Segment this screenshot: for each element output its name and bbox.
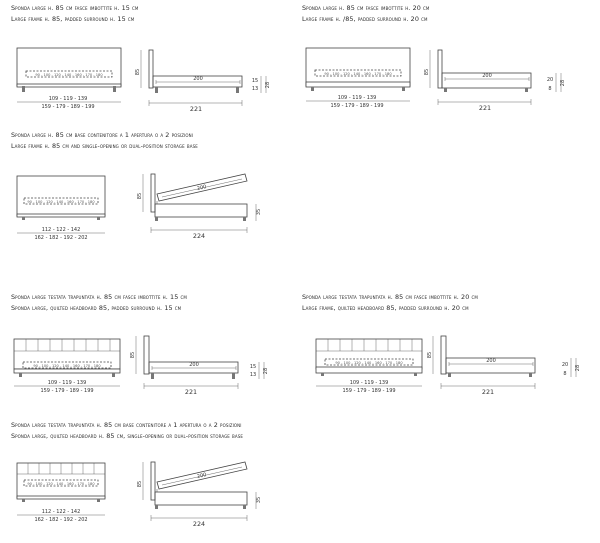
mattress-scale-4: 90 - 100 - 120 - 140 - 160 - 170 - 180 [33, 364, 101, 368]
front-view-2 [306, 48, 410, 109]
mattress-len-1: 200 [193, 76, 203, 82]
mattress-scale-6: 90 - 100 - 120 - 140 - 160 - 170 - 180 [27, 482, 95, 486]
leg-5: 8 [563, 371, 567, 377]
caption-6-en: Sponda large, quilted headboard h. 85 cm, single-opening or dual-position storage base [11, 432, 243, 440]
height-3: 85 [137, 192, 143, 200]
caption-3-it: Sponda large h. 85 cm base contenitore a 1 apertura o a 2 posizioni [11, 131, 194, 139]
mattress-len-4: 200 [189, 362, 199, 368]
length-1: 221 [189, 105, 203, 113]
mattress-scale-2: 90 - 100 - 120 - 140 - 160 - 170 - 180 [324, 72, 392, 76]
surround-2: 20 [546, 77, 554, 83]
total-1: 28 [265, 81, 271, 89]
caption-4-it: Sponda large testata trapuntata h. 85 cm fasce imbottite h. 15 cm [11, 293, 187, 301]
mattress-len-3: 200 [196, 184, 208, 193]
widths-c-6: 112 - 122 - 142 [41, 509, 81, 515]
widths-b-5: 159 - 179 - 189 - 199 [342, 388, 396, 394]
caption-1-it: Sponda large h. 85 cm fasce imbottite h. 15 cm [11, 4, 139, 12]
side-view-3 [137, 174, 262, 240]
mattress-len-6: 200 [196, 472, 208, 481]
widths-d-3: 162 - 182 - 192 - 202 [34, 235, 88, 241]
length-3: 224 [192, 232, 206, 240]
widths-d-6: 162 - 182 - 192 - 202 [34, 517, 88, 523]
caption-5-en: Large frame, quilted headboard 85, padded surround h. 20 cm [302, 304, 469, 312]
caption-4-en: Sponda large, quilted headboard 85, padded surround h. 15 cm [11, 304, 182, 312]
widths-a-2: 109 - 119 - 139 [337, 95, 377, 101]
caption-3-en: Large frame h. 85 cm and single-opening or dual-position storage base [11, 142, 198, 150]
surround-4: 15 [249, 364, 257, 370]
surround-1: 15 [251, 78, 259, 84]
base-6: 35 [256, 496, 262, 504]
front-view-4 [14, 339, 120, 394]
total-4: 28 [263, 367, 269, 375]
mattress-scale-1: 90 - 100 - 120 - 140 - 160 - 170 - 180 [35, 73, 103, 77]
front-view-3 [17, 176, 105, 241]
front-view-1 [17, 48, 121, 110]
widths-a-5: 109 - 119 - 139 [349, 380, 389, 386]
widths-b-1: 159 - 179 - 189 - 199 [41, 104, 95, 110]
widths-b-4: 159 - 179 - 189 - 199 [40, 388, 94, 394]
height-4: 85 [130, 351, 136, 359]
length-2: 221 [478, 104, 492, 112]
side-view-5 [427, 336, 581, 396]
side-view-2 [424, 50, 566, 112]
base-3: 35 [256, 208, 262, 216]
widths-b-2: 159 - 179 - 189 - 199 [330, 103, 384, 109]
height-5: 85 [427, 351, 433, 359]
leg-1: 13 [251, 86, 259, 92]
mattress-scale-3: 90 - 100 - 120 - 140 - 160 - 170 - 180 [27, 200, 95, 204]
front-view-5 [316, 339, 422, 394]
caption-2-en: Large frame h. /85, padded surround h. 20 cm [302, 15, 428, 23]
total-5: 28 [575, 364, 581, 372]
caption-2-it: Sponda large h. 85 cm fasce imbottite h. 20 cm [302, 4, 430, 12]
leg-2: 8 [548, 86, 552, 92]
side-view-1 [135, 50, 271, 113]
mattress-scale-5: 90 - 100 - 120 - 140 - 160 - 170 - 180 [335, 361, 403, 365]
widths-a-1: 109 - 119 - 139 [48, 96, 88, 102]
total-2: 28 [560, 79, 566, 87]
side-view-4 [130, 336, 269, 396]
leg-4: 13 [249, 372, 257, 378]
caption-1-en: Large frame h. 85, padded surround h. 15 cm [11, 15, 135, 23]
length-5: 221 [481, 388, 495, 396]
widths-c-3: 112 - 122 - 142 [41, 227, 81, 233]
surround-5: 20 [561, 362, 569, 368]
caption-5-it: Sponda large testata trapuntata h. 85 cm fasce imbottite h. 20 cm [302, 293, 478, 301]
height-6: 85 [137, 480, 143, 488]
widths-a-4: 109 - 119 - 139 [47, 380, 87, 386]
side-view-6 [137, 462, 262, 528]
mattress-len-5: 200 [486, 358, 496, 364]
height-2: 85 [424, 68, 430, 76]
length-6: 224 [192, 520, 206, 528]
caption-6-it: Sponda large testata trapuntata h. 85 cm base contenitore a 1 apertura o a 2 posizioni [11, 421, 242, 429]
mattress-len-2: 200 [482, 73, 492, 79]
height-1: 85 [135, 68, 141, 76]
front-view-6 [17, 463, 105, 523]
length-4: 221 [184, 388, 198, 396]
